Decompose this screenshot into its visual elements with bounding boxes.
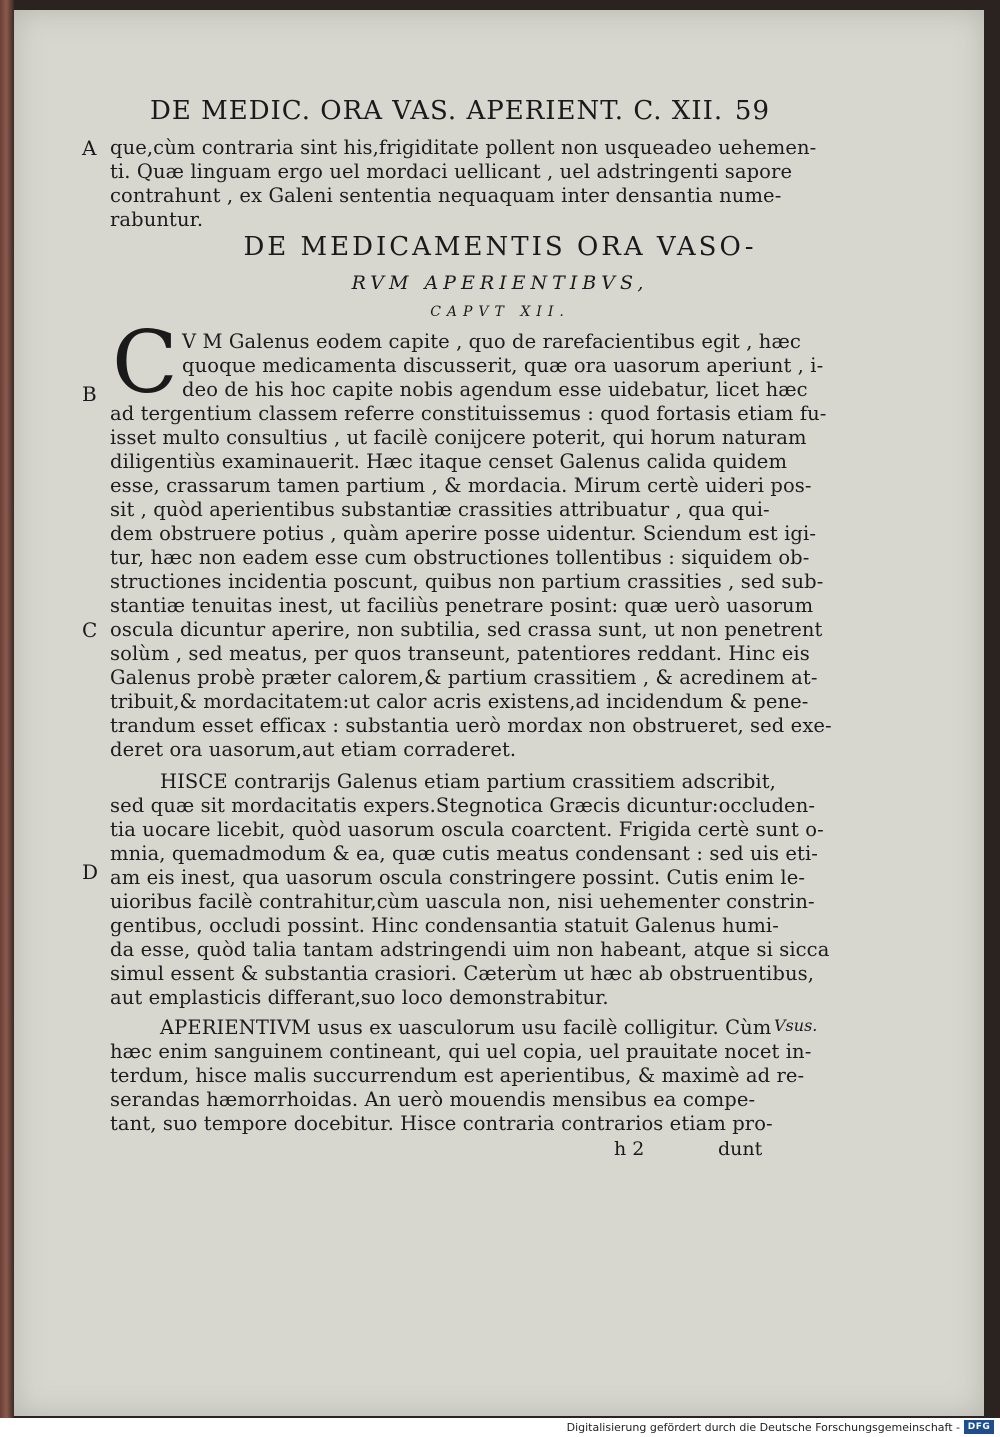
text-line: V M Galenus eodem capite , quo de rarefacientibus egit , hæc bbox=[182, 330, 801, 353]
drop-cap: C bbox=[112, 313, 178, 413]
text-line: APERIENTIVM usus ex uasculorum usu facilè colligitur. Cùm bbox=[160, 1016, 772, 1039]
text-line: solùm , sed meatus, per quos transeunt, patentiores reddant. Hinc eis bbox=[110, 642, 810, 665]
funding-credit: Digitalisierung gefördert durch die Deutsche Forschungsgemeinschaft - bbox=[566, 1421, 960, 1434]
text-line: diligentiùs examinauerit. Hæc itaque censet Galenus calida quidem bbox=[110, 450, 788, 473]
text-line: structiones incidentia poscunt, quibus non partium crassities , sed sub- bbox=[110, 570, 824, 593]
margin-marker-c: C bbox=[82, 618, 98, 642]
text-line: gentibus, occludi possint. Hinc condensantia statuit Galenus humi- bbox=[110, 914, 779, 937]
text-line: isset multo consultius , ut facilè conijcere poterit, qui horum naturam bbox=[110, 426, 807, 449]
text-line: deret ora uasorum,aut etiam corraderet. bbox=[110, 738, 517, 761]
text-line: am eis inest, qua uasorum oscula constringere possint. Cutis enim le- bbox=[110, 866, 806, 889]
text-line: uioribus facilè contrahitur,cùm uascula non, nisi uehementer constrin- bbox=[110, 890, 815, 913]
text-line: hæc enim sanguinem contineant, qui uel copia, uel prauitate nocet in- bbox=[110, 1040, 812, 1063]
margin-marker-a: A bbox=[82, 136, 97, 160]
page-number: 59 bbox=[734, 96, 770, 126]
text-line: esse, crassarum tamen partium , & mordacia. Mirum certè uideri pos- bbox=[110, 474, 812, 497]
text-line: simul essent & substantia crasiori. Cæterùm ut hæc ab obstruentibus, bbox=[110, 962, 815, 985]
text-line: tant, suo tempore docebitur. Hisce contraria contrarios etiam pro- bbox=[110, 1112, 773, 1135]
text-line: sit , quòd aperientibus substantiæ crassities attribuatur , qua qui- bbox=[110, 498, 770, 521]
text-line: que,cùm contraria sint his,frigiditate pollent non usqueadeo uehemen- bbox=[110, 136, 817, 159]
text-line: tribuit,& mordacitatem:ut calor acris existens,ad incidendum & pene- bbox=[110, 690, 809, 713]
text-line: deo de his hoc capite nobis agendum esse uidebatur, licet hæc bbox=[182, 378, 808, 401]
text-line: oscula dicuntur aperire, non subtilia, sed crassa sunt, ut non penetrent bbox=[110, 618, 823, 641]
margin-marker-b: B bbox=[82, 382, 97, 406]
text-line: rabuntur. bbox=[110, 208, 204, 231]
text-line: tia uocare licebit, quòd uasorum oscula coarctent. Frigida certè sunt o- bbox=[110, 818, 824, 841]
text-line: terdum, hisce malis succurrendum est aperientibus, & maximè ad re- bbox=[110, 1064, 805, 1087]
text-line: HISCE contrarijs Galenus etiam partium crassitiem adscribit, bbox=[160, 770, 776, 793]
signature-mark: h 2 bbox=[614, 1138, 645, 1160]
catchword: dunt bbox=[718, 1138, 763, 1160]
running-head-title: DE MEDIC. ORA VAS. APERIENT. C. XII. bbox=[150, 96, 724, 126]
margin-marker-d: D bbox=[82, 860, 99, 884]
text-line: da esse, quòd talia tantam adstringendi uim non habeant, atque si sicca bbox=[110, 938, 830, 961]
text-line: ad tergentium classem referre constituissemus : quod fortasis etiam fu- bbox=[110, 402, 827, 425]
book-spine bbox=[0, 0, 14, 1418]
text-line: ti. Quæ linguam ergo uel mordaci uellicant , uel adstringenti sapore bbox=[110, 160, 793, 183]
text-line: stantiæ tenuitas inest, ut faciliùs penetrare posint: quæ uerò uasorum bbox=[110, 594, 814, 617]
text-line: contrahunt , ex Galeni sententia nequaquam inter densantia nume- bbox=[110, 184, 782, 207]
text-line: mnia, quemadmodum & ea, quæ cutis meatus condensant : sed uis eti- bbox=[110, 842, 818, 865]
chapter-title-line-2: RVM APERIENTIBVS, bbox=[351, 272, 649, 294]
footer-bar bbox=[0, 1418, 1000, 1437]
dfg-logo: DFG bbox=[964, 1420, 994, 1434]
running-head bbox=[150, 96, 770, 126]
chapter-title-line-1: DE MEDICAMENTIS ORA VASO- bbox=[243, 232, 757, 262]
text-line: sed quæ sit mordacitatis expers.Stegnotica Græcis dicuntur:occluden- bbox=[110, 794, 816, 817]
text-line: tur, hæc non eadem esse cum obstructiones tollentibus : siquidem ob- bbox=[110, 546, 810, 569]
text-line: aut emplasticis differant,suo loco demonstrabitur. bbox=[110, 986, 609, 1009]
text-line: serandas hæmorrhoidas. An uerò mouendis mensibus ea compe- bbox=[110, 1088, 756, 1111]
marginal-note: Vsus. bbox=[774, 1016, 818, 1035]
chapter-number: CAPVT XII. bbox=[430, 304, 570, 320]
text-line: quoque medicamenta discusserit, quæ ora uasorum aperiunt , i- bbox=[182, 354, 824, 377]
text-line: Galenus probè præter calorem,& partium crassitiem , & acredinem at- bbox=[110, 666, 818, 689]
text-line: trandum esset efficax : substantia uerò mordax non obstrueret, sed exe- bbox=[110, 714, 832, 737]
text-line: dem obstruere potius , quàm aperire posse uidentur. Sciendum est igi- bbox=[110, 522, 817, 545]
